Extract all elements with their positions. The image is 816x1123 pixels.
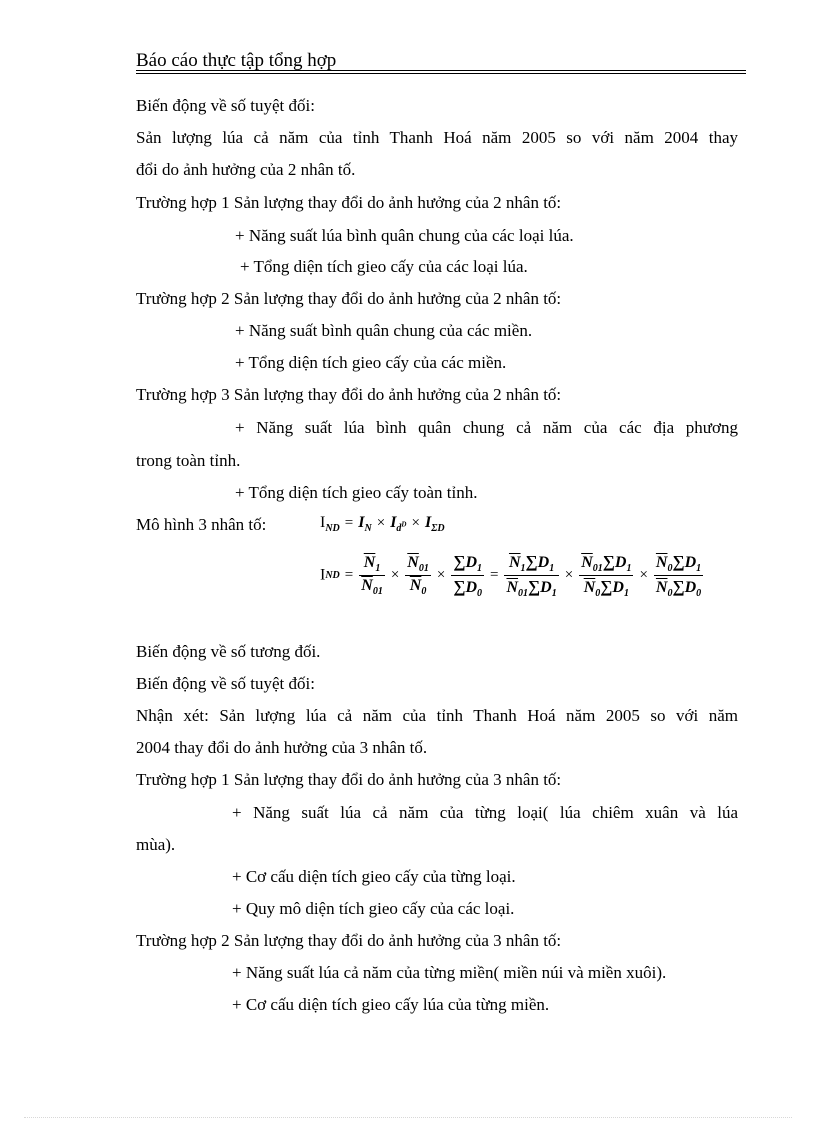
text-line: + Năng suất bình quân chung của các miền. <box>235 321 533 340</box>
header-rule <box>136 70 746 71</box>
formula-subscript: 0 <box>477 588 482 600</box>
formula-subscript: 1 <box>696 563 702 575</box>
text-line: + Tổng diện tích gieo cấy của các loại lúa. <box>240 257 528 276</box>
formula-subscript: 1 <box>626 563 632 575</box>
sum-symbol: ∑ <box>672 577 685 597</box>
formula-symbol: $\overline{N}$ <box>506 579 519 597</box>
header-rule-double <box>136 73 746 74</box>
formula-subscript: N <box>364 523 372 535</box>
text-line: + Cơ cấu diện tích gieo cấy lúa của từng miền. <box>232 995 550 1014</box>
text-line: Trường hợp 1 Sản lượng thay đổi do ảnh hưởng của 2 nhân tố: <box>136 193 562 212</box>
formula-subscript: 1 <box>520 563 526 575</box>
formula-operator: × <box>376 514 386 531</box>
formula-symbol: $\overline{N}$ <box>363 554 376 571</box>
text-line: 2004 thay đổi do ảnh hưởng của 3 nhân tố. <box>136 738 428 757</box>
text-line: Trường hợp 2 Sản lượng thay đổi do ảnh hưởng của 2 nhân tố: <box>136 289 562 308</box>
formula-subscript: 01 <box>418 563 429 575</box>
formula-subscript: 01 <box>372 586 383 598</box>
sum-symbol: ∑ <box>453 577 466 597</box>
formula-subscript: 1 <box>375 563 381 575</box>
text-line: + Năng suất lúa cả năm của từng loại( lúa chiêm xuân và lúa <box>232 803 738 822</box>
text-line: Trường hợp 2 Sản lượng thay đổi do ảnh hưởng của 3 nhân tố: <box>136 931 562 950</box>
text-line: + Quy mô diện tích gieo cấy của các loại. <box>232 899 515 918</box>
text-line: Biến động về số tương đối. <box>136 642 321 661</box>
text-line: + Năng suất lúa cả năm của từng miền( miền núi và miền xuôi). <box>232 963 667 982</box>
formula-subscript: ND <box>325 570 340 582</box>
formula-subscript: ND <box>325 523 340 535</box>
sum-symbol: ∑ <box>672 552 685 571</box>
formula-operator: × <box>436 567 446 584</box>
formula-subscript: 1 <box>477 563 482 575</box>
formula-symbol: $\overline{N}$ <box>508 554 521 571</box>
formula-subscript: 0 <box>421 586 427 598</box>
formula-operator: = <box>344 514 354 531</box>
text-line: Mô hình 3 nhân tố: <box>136 515 267 534</box>
text-line: Nhận xét: Sản lượng lúa cả năm của tỉnh Thanh Hoá năm 2005 so với năm <box>136 706 738 725</box>
formula-symbol: D <box>612 579 624 597</box>
page-header <box>136 48 746 74</box>
formula-subscript: 0 <box>667 563 673 575</box>
formula-subscript-d: d <box>396 523 402 535</box>
formula-subscript <box>396 520 407 535</box>
formula-symbol: D <box>614 554 627 571</box>
formula-subscript: 0 <box>696 588 702 600</box>
sum-symbol: ∑ <box>528 577 541 597</box>
formula-operator: = <box>344 567 354 584</box>
fraction <box>654 552 703 599</box>
formula-symbol: I <box>320 566 326 584</box>
formula-subscript: 01 <box>592 563 603 575</box>
text-line: + Tổng diện tích gieo cấy toàn tỉnh. <box>235 483 478 502</box>
sum-symbol: ∑ <box>600 577 613 597</box>
formula-symbol: $\overline{N}$ <box>583 579 596 597</box>
fraction <box>579 552 633 599</box>
formula-subscript: 0 <box>667 588 673 600</box>
formula-symbol: $\overline{N}$ <box>655 579 668 597</box>
text-line: + Cơ cấu diện tích gieo cấy của từng loại. <box>232 867 516 886</box>
sum-symbol: ∑ <box>453 552 466 571</box>
fraction <box>359 554 385 597</box>
text-line: Biến động về số tuyệt đối: <box>136 674 315 693</box>
formula-operator: × <box>564 567 574 584</box>
formula-subscript-D: D <box>401 520 407 529</box>
formula-symbol: $\overline{N}$ <box>409 577 422 595</box>
formula-symbol: D <box>537 554 550 571</box>
formula-operator: × <box>390 567 400 584</box>
formula-symbol: I <box>320 514 326 531</box>
text-line: Sản lượng lúa cả năm của tỉnh Thanh Hoá năm 2005 so với năm 2004 thay <box>136 128 738 147</box>
fraction <box>405 554 431 597</box>
header-title: Báo cáo thực tập tổng hợp <box>136 50 337 71</box>
page-footer-divider <box>24 1117 792 1118</box>
text-line: trong toàn tỉnh. <box>136 451 241 470</box>
text-line: Trường hợp 3 Sản lượng thay đổi do ảnh hưởng của 2 nhân tố: <box>136 385 562 404</box>
formula-subscript: 1 <box>549 563 555 575</box>
formula-operator: × <box>639 567 648 584</box>
formula-subscript: 0 <box>595 588 601 600</box>
formula-symbol: D <box>465 554 477 571</box>
formula-operator: × <box>411 514 420 531</box>
formula-symbol: D <box>465 579 477 597</box>
text-line: + Tổng diện tích gieo cấy của các miền. <box>235 353 507 372</box>
formula-operator: = <box>490 567 499 584</box>
formula-symbol: I <box>358 514 365 531</box>
formula-symbol: D <box>540 579 552 597</box>
formula-symbol: D <box>684 554 697 571</box>
fraction <box>451 552 484 599</box>
formula-relative-index <box>320 552 704 599</box>
formula-symbol: $\overline{N}$ <box>361 577 373 595</box>
text-line: mùa). <box>136 835 176 854</box>
formula-symbol: $\overline{N}$ <box>655 554 668 571</box>
text-line: + Năng suất lúa bình quân chung cả năm của các địa phương <box>235 418 738 437</box>
formula-symbol: $\overline{N}$ <box>407 554 419 571</box>
formula-symbol: I <box>424 514 432 531</box>
formula-subscript: ΣD <box>431 523 445 535</box>
formula-subscript: 1 <box>551 588 557 600</box>
text-line: đổi do ảnh hưởng của 2 nhân tố. <box>136 160 356 179</box>
formula-symbol: I <box>390 514 397 531</box>
text-line: Trường hợp 1 Sản lượng thay đổi do ảnh hưởng của 3 nhân tố: <box>136 770 562 789</box>
fraction <box>504 552 558 599</box>
sum-symbol: ∑ <box>525 552 538 571</box>
formula-symbol: D <box>684 579 697 597</box>
sum-symbol: ∑ <box>602 552 615 571</box>
formula-symbol: $\overline{N}$ <box>581 554 593 571</box>
text-line: + Năng suất lúa bình quân chung của các loại lúa. <box>235 226 574 245</box>
formula-subscript: 01 <box>518 588 529 600</box>
formula-subscript: 1 <box>623 588 629 600</box>
text-line: Biến động về số tuyệt đối: <box>136 96 315 115</box>
formula-three-factor-model <box>320 514 445 534</box>
